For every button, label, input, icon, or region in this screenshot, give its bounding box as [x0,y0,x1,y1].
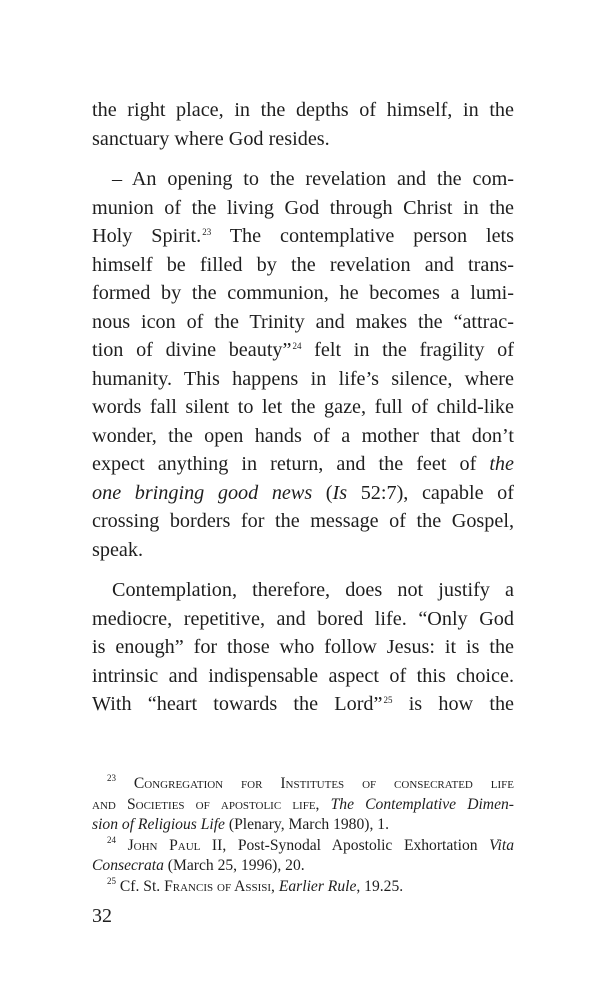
page-number: 32 [92,905,112,927]
text-line [92,479,514,508]
footnote-line [92,856,514,877]
text-line: sanctuary where God resides. [92,127,330,150]
text-span-italic: the [489,453,514,475]
text-line [92,222,514,251]
text-span: expect anything in return, and the feet of [92,453,490,475]
text-line: nous icon of the Trinity and makes the “attrac- [92,310,514,333]
text-line: the right place, in the depths of himself, in the [92,99,514,121]
text-line: humanity. This happens in life’s silence, where [92,367,514,390]
text-line: – An opening to the revelation and the com- [112,168,514,190]
text-span: tion of divine beauty” [92,339,292,361]
text-span: The contemplative person lets [211,225,514,247]
scripture-ref: Is [332,481,348,504]
text-span: felt in the fragility of [301,339,514,361]
text-span: (March 25, 1996), 20. [163,857,305,874]
text-line [92,336,514,365]
footnote-ref-24: 24 [292,341,302,351]
body-text [92,96,514,719]
text-span-italic: Vita [489,836,514,854]
footnote-ref-23: 23 [202,227,212,237]
text-line: himself be filled by the revelation and trans- [92,253,514,276]
footnote-ref-25: 25 [383,695,393,705]
text-span: 52:7), capable of [347,481,514,504]
text-span: , [271,877,279,895]
text-line: intrinsic and indispensable aspect of this choice. [92,664,514,687]
text-span: With “heart towards the Lord” [92,693,383,715]
text-line: wonder, the open hands of a mother that don’t [92,424,514,447]
text-span: Holy Spirit. [92,225,202,247]
text-span: ( [312,481,333,504]
footnote-number-24: 24 [107,834,116,845]
text-span-italic: Consecrata [92,857,164,874]
text-span: Congregation for Institutes of consecrated life [116,775,514,792]
text-line: words fall silent to let the gaze, full of child-like [92,396,514,418]
text-line: speak. [92,538,144,561]
text-span: (Plenary, March 1980), 1. [224,816,389,833]
footnotes [92,774,514,897]
text-line: Contemplation, therefore, does not justify a [112,579,514,601]
text-span-italic: sion of Religious Life [92,816,225,833]
text-line: is enough” for those who follow Jesus: it is the [92,636,514,658]
text-line: munion of the living God through Christ in the [92,196,514,219]
footnote-number-23: 23 [107,773,116,783]
footnote-line [92,774,514,795]
text-span: , 19.25. [356,877,404,895]
text-span-italic: one bringing good news [92,481,313,504]
text-span: Cf. St. [116,877,165,895]
text-line: formed by the communion, he becomes a lumi- [92,282,514,304]
text-line [92,690,514,719]
footnote-line [92,795,514,816]
footnote-line [92,836,514,857]
text-line [92,450,514,479]
text-span: is how the [392,693,515,715]
footnote-line [92,815,514,836]
text-span-italic: The Contemplative Dimen- [330,795,514,813]
text-span: Francis of Assisi [164,877,272,895]
text-span: , Post-Synodal Apostolic Exhortation [222,836,490,854]
text-line: crossing borders for the message of the Gospel, [92,510,514,532]
footnote-number-25: 25 [107,875,116,886]
text-span-italic: Earlier Rule [278,877,357,895]
text-span: John Paul II [116,836,223,854]
footnote-line [92,877,514,898]
text-line: mediocre, repetitive, and bored life. “Only God [92,607,514,630]
text-span: and Societies of apostolic life, [92,795,331,813]
